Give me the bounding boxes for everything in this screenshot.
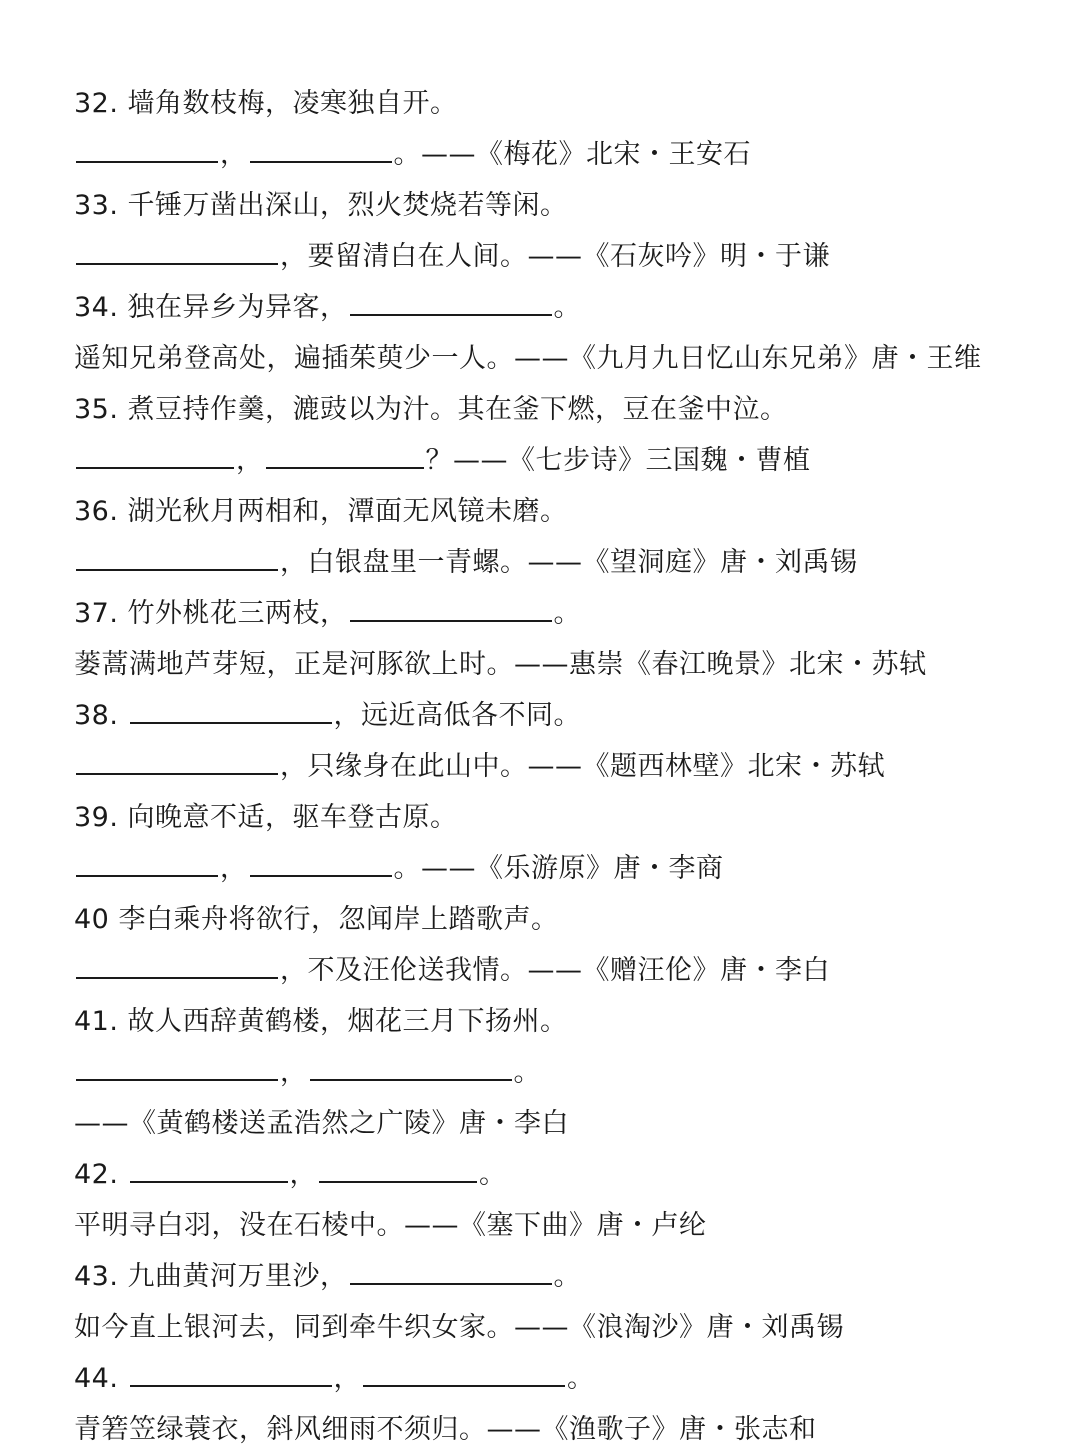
worksheet-line bbox=[74, 84, 458, 124]
line-text: ， bbox=[333, 1363, 362, 1394]
worksheet-line bbox=[74, 1002, 568, 1042]
line-text: 蒌蒿满地芦芽短，正是河豚欲上时。——惠崇《春江晚景》北宋・苏轼 bbox=[74, 649, 927, 680]
worksheet-line bbox=[74, 1359, 595, 1399]
line-text: 。 bbox=[567, 1363, 595, 1394]
fill-in-blank[interactable] bbox=[350, 288, 552, 316]
worksheet-line bbox=[74, 1257, 581, 1297]
line-text: 40 李白乘舟将欲行，忽闻岸上踏歌声。 bbox=[74, 904, 559, 935]
line-text: 。 bbox=[553, 292, 582, 323]
worksheet-line bbox=[74, 441, 811, 481]
line-text: ？——《七步诗》三国魏・曹植 bbox=[425, 445, 811, 476]
line-text: ， bbox=[280, 1057, 308, 1088]
fill-in-blank[interactable] bbox=[76, 543, 278, 571]
fill-in-blank[interactable] bbox=[350, 594, 552, 622]
line-text: 43. 九曲黄河万里沙， bbox=[74, 1261, 348, 1292]
worksheet-line bbox=[74, 798, 458, 838]
line-text: 44. bbox=[74, 1363, 128, 1394]
line-text: 如今直上银河去，同到牵牛织女家。——《浪淘沙》唐・刘禹锡 bbox=[74, 1312, 844, 1343]
worksheet-line bbox=[74, 1410, 817, 1450]
line-text: 37. 竹外桃花三两枝， bbox=[74, 598, 348, 629]
line-text: ， bbox=[220, 139, 248, 170]
line-text: 青箬笠绿蓑衣，斜风细雨不须归。——《渔歌子》唐・张志和 bbox=[74, 1414, 817, 1445]
worksheet-line bbox=[74, 135, 751, 175]
line-text: 42. bbox=[74, 1159, 128, 1190]
worksheet-line bbox=[74, 900, 558, 940]
fill-in-blank[interactable] bbox=[130, 1155, 288, 1183]
fill-in-blank[interactable] bbox=[76, 849, 218, 877]
line-text: ，不及汪伦送我情。——《赠汪伦》唐・李白 bbox=[280, 955, 830, 986]
worksheet-line bbox=[74, 594, 581, 634]
worksheet-line bbox=[74, 288, 581, 328]
fill-in-blank[interactable] bbox=[319, 1155, 477, 1183]
line-text: 。——《乐游原》唐・李商 bbox=[393, 853, 724, 884]
line-text: 。 bbox=[553, 598, 582, 629]
worksheet-line bbox=[74, 543, 858, 583]
line-text: 35. 煮豆持作羹，漉豉以为汁。其在釜下燃，豆在釜中泣。 bbox=[74, 394, 788, 425]
worksheet-line bbox=[74, 237, 830, 277]
fill-in-blank[interactable] bbox=[76, 441, 234, 469]
fill-in-blank[interactable] bbox=[363, 1359, 565, 1387]
worksheet-line bbox=[74, 1155, 507, 1195]
line-text: 。 bbox=[553, 1261, 582, 1292]
worksheet-line bbox=[74, 1104, 569, 1144]
fill-in-blank[interactable] bbox=[76, 237, 278, 265]
worksheet-line bbox=[74, 747, 885, 787]
line-text: ，要留清白在人间。——《石灰吟》明・于谦 bbox=[280, 241, 830, 272]
fill-in-blank[interactable] bbox=[76, 951, 278, 979]
worksheet-line bbox=[74, 645, 927, 685]
line-text: 36. 湖光秋月两相和，潭面无风镜未磨。 bbox=[74, 496, 568, 527]
worksheet-line bbox=[74, 1308, 844, 1348]
fill-in-blank[interactable] bbox=[266, 441, 424, 469]
worksheet-line bbox=[74, 696, 581, 736]
worksheet-line bbox=[74, 849, 724, 889]
fill-in-blank[interactable] bbox=[130, 1359, 332, 1387]
fill-in-blank[interactable] bbox=[250, 135, 392, 163]
line-text: ，远近高低各不同。 bbox=[333, 700, 582, 731]
line-text: 遥知兄弟登高处，遍插茱萸少一人。——《九月九日忆山东兄弟》唐・王维 bbox=[74, 343, 982, 374]
fill-in-blank[interactable] bbox=[250, 849, 392, 877]
line-text: ，只缘身在此山中。——《题西林壁》北宋・苏轼 bbox=[280, 751, 885, 782]
fill-in-blank[interactable] bbox=[76, 747, 278, 775]
line-text: 平明寻白羽，没在石棱中。——《塞下曲》唐・卢纶 bbox=[74, 1210, 707, 1241]
line-text: ， bbox=[236, 445, 264, 476]
line-text: 。——《梅花》北宋・王安石 bbox=[393, 139, 751, 170]
worksheet-line bbox=[74, 1206, 707, 1246]
fill-in-blank[interactable] bbox=[130, 696, 332, 724]
line-text: ，白银盘里一青螺。——《望洞庭》唐・刘禹锡 bbox=[280, 547, 858, 578]
line-text: 32. 墙角数枝梅，凌寒独自开。 bbox=[74, 88, 458, 119]
line-text: 。 bbox=[513, 1057, 541, 1088]
line-text: ， bbox=[289, 1159, 318, 1190]
worksheet-line bbox=[74, 951, 830, 991]
line-text: 41. 故人西辞黄鹤楼，烟花三月下扬州。 bbox=[74, 1006, 568, 1037]
worksheet-line bbox=[74, 186, 568, 226]
fill-in-blank[interactable] bbox=[76, 1053, 278, 1081]
line-text: 39. 向晚意不适，驱车登古原。 bbox=[74, 802, 458, 833]
worksheet-line bbox=[74, 339, 982, 379]
fill-in-blank[interactable] bbox=[350, 1257, 552, 1285]
fill-in-blank[interactable] bbox=[76, 135, 218, 163]
line-text: 34. 独在异乡为异客， bbox=[74, 292, 348, 323]
line-text: 38. bbox=[74, 700, 128, 731]
line-text: 33. 千锤万凿出深山，烈火焚烧若等闲。 bbox=[74, 190, 568, 221]
worksheet-line bbox=[74, 492, 568, 532]
line-text: ——《黄鹤楼送孟浩然之广陵》唐・李白 bbox=[74, 1108, 569, 1139]
line-text: ， bbox=[220, 853, 248, 884]
line-text: 。 bbox=[479, 1159, 507, 1190]
worksheet-line bbox=[74, 390, 788, 430]
fill-in-blank[interactable] bbox=[310, 1053, 512, 1081]
worksheet-line bbox=[74, 1053, 541, 1093]
